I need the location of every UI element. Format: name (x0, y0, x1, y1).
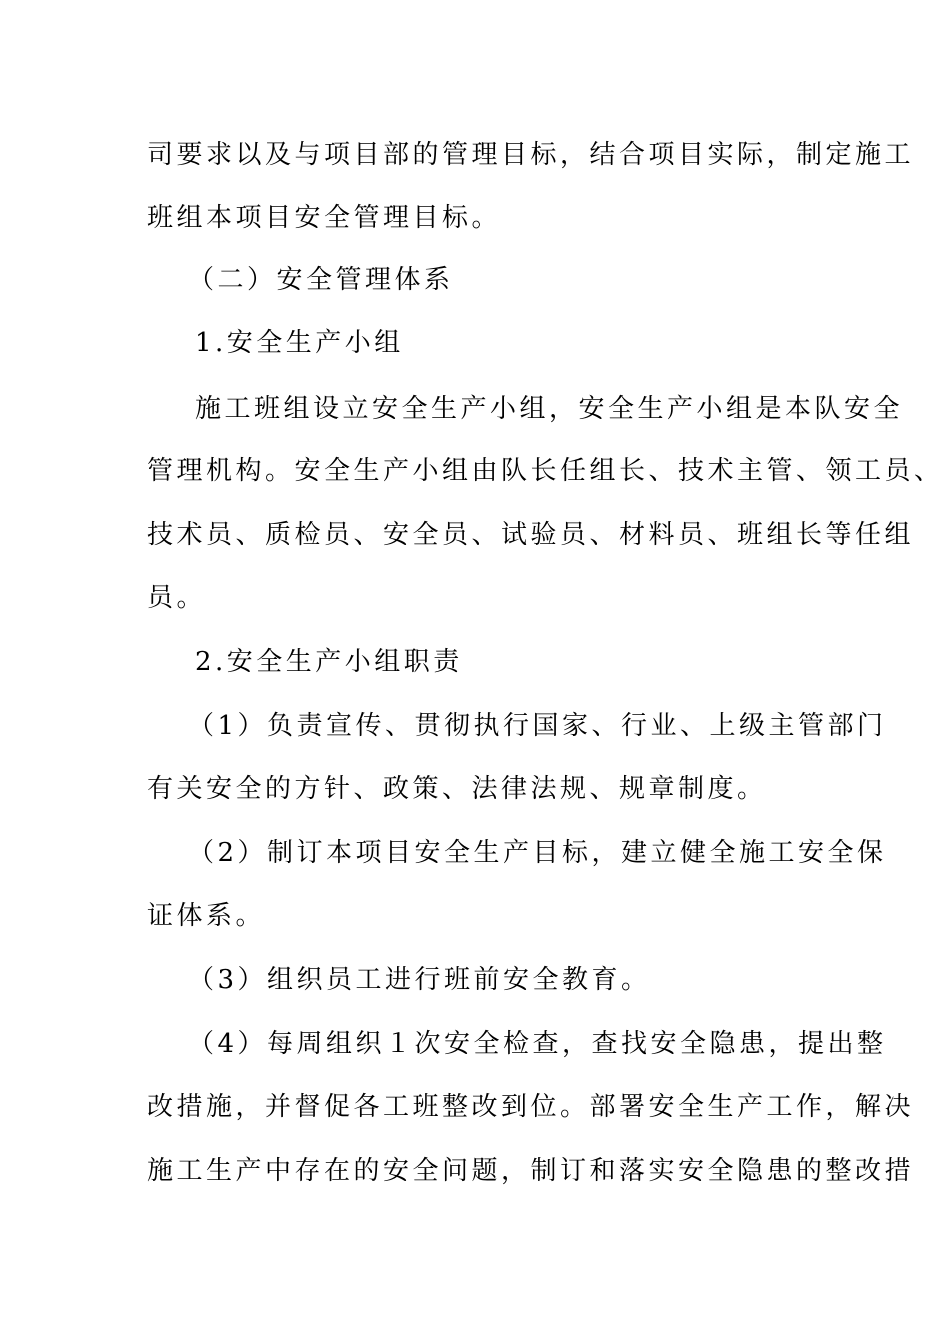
text-line: 施工班组设立安全生产小组，安全生产小组是本队安全 (195, 394, 904, 424)
text-line: 管理机构。安全生产小组由队长任组长、技术主管、领工员、 (147, 456, 944, 486)
text-line: 施工生产中存在的安全问题，制订和落实安全隐患的整改措 (147, 1156, 915, 1186)
text-line: （4）每周组织１次安全检查，查找安全隐患，提出整 (188, 1029, 887, 1059)
text-line: （3）组织员工进行班前安全教育。 (188, 965, 651, 995)
text-line: 班组本项目安全管理目标。 (147, 203, 502, 233)
section-heading: （二）安全管理体系 (188, 265, 454, 295)
subsection-heading: 2.安全生产小组职责 (195, 647, 463, 677)
subsection-heading: 1.安全生产小组 (195, 328, 404, 358)
text-line: 员。 (147, 583, 207, 613)
text-line: 有关安全的方针、政策、法律法规、规章制度。 (147, 774, 767, 804)
text-line: 技术员、质检员、安全员、试验员、材料员、班组长等任组 (147, 520, 915, 550)
text-line: （2）制订本项目安全生产目标，建立健全施工安全保 (188, 838, 887, 868)
text-line: 司要求以及与项目部的管理目标，结合项目实际，制定施工 (147, 140, 915, 170)
text-line: 证体系。 (147, 901, 266, 931)
text-line: 改措施，并督促各工班整改到位。部署安全生产工作，解决 (147, 1092, 915, 1122)
text-line: （1）负责宣传、贯彻执行国家、行业、上级主管部门 (188, 711, 887, 741)
